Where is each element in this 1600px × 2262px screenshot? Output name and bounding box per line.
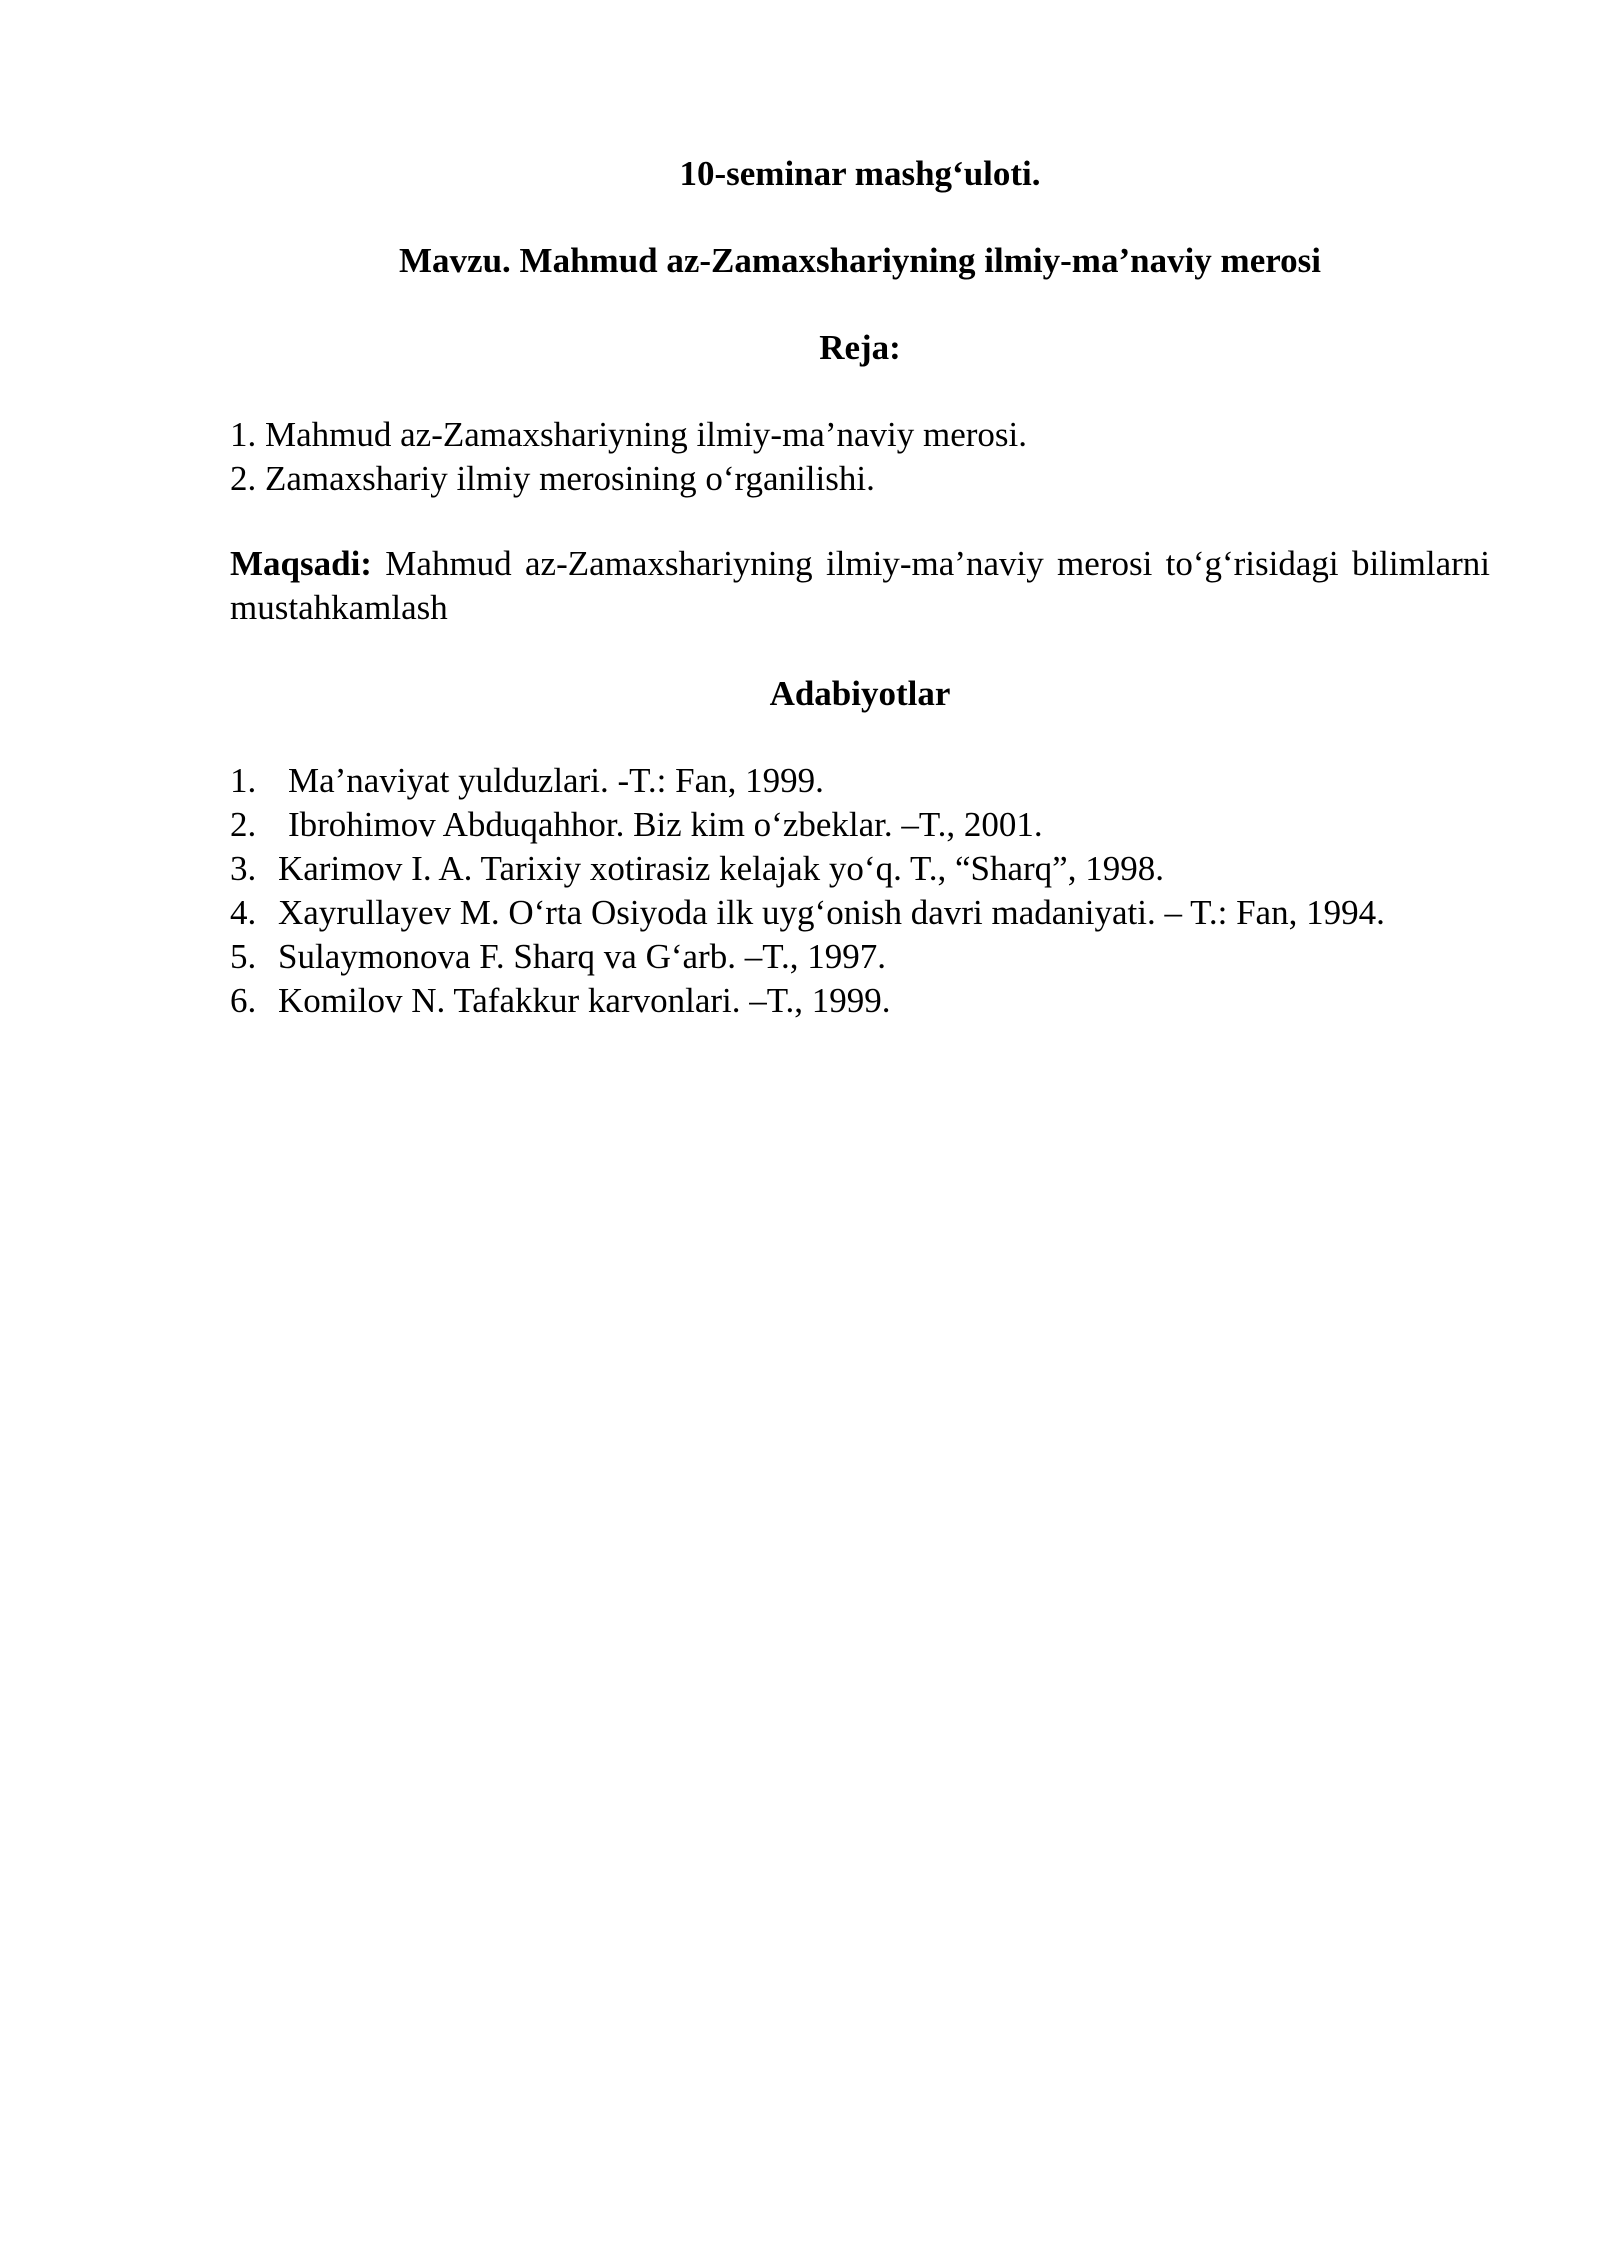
reference-text: Ma’naviyat yulduzlari. -T.: Fan, 1999. [288,761,824,800]
goal-text: Mahmud az-Zamaxshariyning ilmiy-ma’naviy merosi to‘g‘risidagi bilimlarni mustahkamlash [230,544,1490,627]
reference-item [230,935,1385,979]
reference-number: 2. [230,805,257,844]
references-list [230,759,1385,1023]
reference-number: 4. [230,893,257,932]
reference-number: 5. [230,937,257,976]
topic-heading: Mavzu. Mahmud az-Zamaxshariyning ilmiy-ma’naviy merosi [399,241,1321,280]
seminar-title: 10-seminar mashg‘uloti. [679,154,1041,193]
reference-number: 6. [230,981,257,1020]
plan-heading: Reja: [819,328,901,367]
reference-number: 1. [230,761,257,800]
goal-paragraph [230,542,1490,630]
reference-text: Karimov I. A. Tarixiy xotirasiz kelajak yo‘q. T., “Sharq”, 1998. [278,849,1164,888]
plan-list [230,413,1027,501]
reference-text: Xayrullayev M. O‘rta Osiyoda ilk uyg‘onish davri madaniyati. – T.: Fan, 1994. [278,893,1385,932]
goal-label: Maqsadi: [230,544,372,583]
reference-item [230,979,1385,1023]
reference-number: 3. [230,849,257,888]
plan-item: 2. Zamaxshariy ilmiy merosining o‘rganilishi. [230,459,875,498]
reference-text: Sulaymonova F. Sharq va G‘arb. –T., 1997. [278,937,886,976]
plan-item: 1. Mahmud az-Zamaxshariyning ilmiy-ma’naviy merosi. [230,415,1028,454]
reference-item [230,759,1385,803]
reference-item [230,891,1385,935]
reference-text: Ibrohimov Abduqahhor. Biz kim o‘zbeklar. –T., 2001. [288,805,1043,844]
reference-item [230,847,1385,891]
references-heading: Adabiyotlar [769,674,951,713]
reference-text: Komilov N. Tafakkur karvonlari. –T., 1999. [278,981,891,1020]
reference-item [230,803,1385,847]
